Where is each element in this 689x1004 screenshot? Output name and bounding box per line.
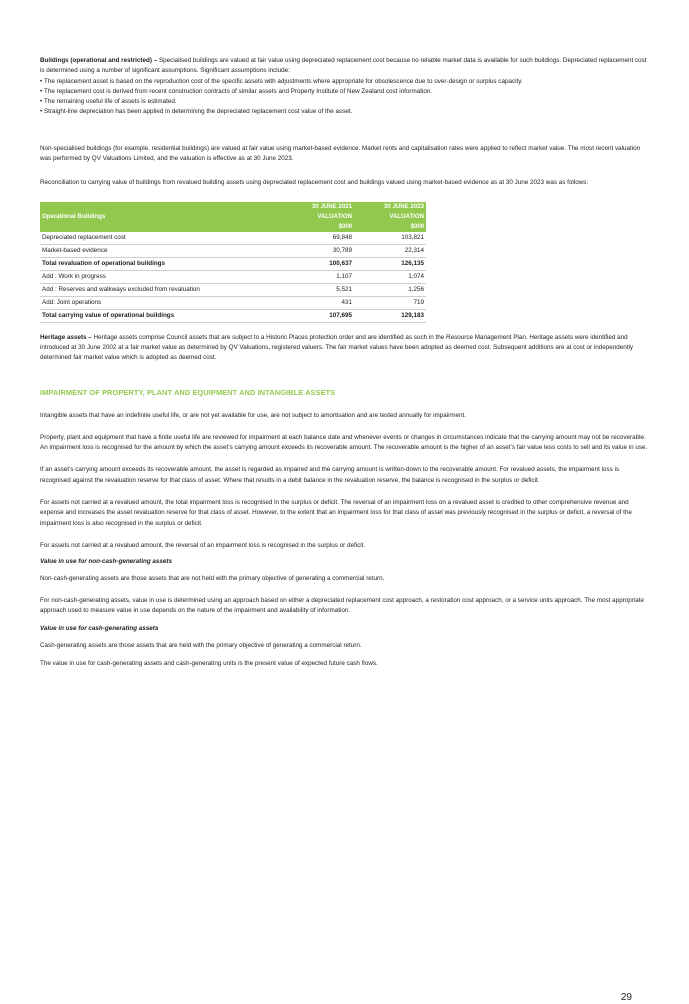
assumptions-list (40, 77, 648, 118)
impairment-paragraph: For assets not carried at a revalued amount, the total impairment loss is recognised in the surplus or deficit. The reversal of an impairment loss on a revalued asset is credited to other comprehensive revenue and expense and increases the asset revaluation reserve for that class of asset. However, to the extent that an impairment loss for that class of asset was previously recognised in the surplus or deficit, a reversal of the impairment loss is also recognised in the surplus or deficit. (40, 499, 632, 527)
row-value-2021: 107,695 (282, 309, 354, 322)
row-label: Add: Joint operations (40, 296, 282, 309)
column-header-line: 30 JUNE 2021 (312, 202, 352, 210)
impairment-paragraph: If an asset’s carrying amount exceeds its recoverable amount, the asset is regarded as impaired and the carrying amount is written-down to the recoverable amount. For revalued assets, the impairment loss is recognised against the revaluation reserve for that class of asset. Where that results in a debit balance in the revaluation reserve, the balance is recognised in the surplus or deficit. (40, 466, 620, 484)
table-row-total (40, 309, 426, 322)
row-value-2021: 431 (282, 296, 354, 309)
non-specialised-paragraph: Non-specialised buildings (for example, residential buildings) are valued at fair value using market-based evidence. Market rents and capitalisation rates were applied to reflect market value. The most recent valuation was performed by QV Valuations Limited, and the valuation is effective as at 30 June 2023. (40, 144, 641, 163)
section-heading: IMPAIRMENT OF PROPERTY, PLANT AND EQUIPMENT AND INTANGIBLE ASSETS (40, 387, 336, 397)
operational-buildings-table (40, 202, 426, 323)
row-value-2023: 1,256 (354, 283, 426, 296)
table-row (40, 270, 426, 283)
document-page (40, 56, 648, 669)
row-label: Depreciated replacement cost (40, 232, 282, 245)
row-label: Total carrying value of operational buildings (40, 309, 282, 322)
heritage-lead: Heritage assets – (40, 333, 92, 341)
buildings-paragraph (40, 56, 648, 77)
column-header-2021 (282, 202, 354, 232)
list-item: • The remaining useful life of assets is estimated. (40, 97, 648, 107)
table-row-total (40, 257, 426, 270)
column-header-line: VALUATION (317, 212, 352, 220)
table-header-label: Operational Buildings (40, 202, 282, 232)
column-header-line: 30 JUNE 2023 (384, 202, 424, 210)
table-row (40, 232, 426, 245)
subheading: Value in use for non-cash-generating assets (40, 558, 173, 566)
row-value-2023: 22,314 (354, 244, 426, 257)
row-value-2021: 69,848 (282, 232, 354, 245)
impairment-paragraph: Non-cash-generating assets are those assets that are not held with the primary objective of generating a commercial return. (40, 574, 385, 582)
table-header-row (40, 202, 426, 232)
row-label: Market-based evidence (40, 244, 282, 257)
row-value-2023: 129,183 (354, 309, 426, 322)
impairment-paragraph: For assets not carried at a revalued amount, the reversal of an impairment loss is recognised in the surplus or deficit. (40, 541, 366, 549)
row-value-2021: 30,789 (282, 244, 354, 257)
list-item: • Straight-line depreciation has been applied in determining the depreciated replacement cost value of the asset. (40, 107, 648, 117)
impairment-paragraph: Cash-generating assets are those assets that are held with the primary objective of generating a commercial return. (40, 641, 362, 649)
row-value-2023: 103,821 (354, 232, 426, 245)
column-header-line: $000 (338, 222, 352, 230)
table-row (40, 244, 426, 257)
impairment-paragraph: Intangible assets that have an indefinite useful life, or are not yet available for use, are not subject to amortisation and are tested annually for impairment. (40, 411, 466, 419)
row-label: Add : Work in progress (40, 270, 282, 283)
row-value-2023: 1,074 (354, 270, 426, 283)
row-value-2021: 100,637 (282, 257, 354, 270)
buildings-text: Specialised buildings are valued at fair value using depreciated replacement cost because no reliable market data is available for such buildings. Depreciated replacement cost is determined using a number of significant assumptions. Significant assumptions include: (40, 57, 647, 75)
column-header-2023 (354, 202, 426, 232)
row-value-2021: 5,521 (282, 283, 354, 296)
row-label: Total revaluation of operational buildings (40, 257, 282, 270)
subheading: Value in use for cash-generating assets (40, 625, 159, 633)
buildings-lead: Buildings (operational and restricted) – (40, 57, 158, 64)
row-value-2021: 1,107 (282, 270, 354, 283)
column-header-line: $000 (410, 222, 424, 230)
impairment-paragraph: Property, plant and equipment that have a finite useful life are reviewed for impairment at each balance date and whenever events or changes in circumstances indicate that the carrying amount may not be recoverable. An impairment loss is recognised for the amount by which the asset’s carrying amount exceeds its recoverable amount. The recoverable amount is the higher of an asset’s fair value less costs to sell and its value in use. (40, 433, 648, 452)
column-header-line: VALUATION (389, 212, 424, 220)
reconciliation-intro: Reconciliation to carrying value of buildings from revalued building assets using depreciated replacement cost and buildings valued using market-based evidence as at 30 June 2023 was as follows: (40, 179, 589, 187)
impairment-paragraph: The value in use for cash-generating assets and cash-generating units is the present value of expected future cash flows. (40, 660, 378, 668)
heritage-paragraph (40, 333, 648, 364)
page-number: 29 (620, 992, 632, 1003)
row-label: Add : Reserves and walkways excluded from revaluation (40, 283, 282, 296)
list-item: • The replacement asset is based on the reproduction cost of the specific assets with adjustments where appropriate for obsolescence due to over-design or surplus capacity. (40, 77, 648, 87)
heritage-text: Heritage assets comprise Council assets that are subject to a Historic Places protection order and are identified as such in the Resource Management Plan. Heritage assets were identified and introduced at 30 June 2002 at a fair market value as determined by QV Valuations, registered valuers. The fair market values have been adopted as deemed cost. Subsequent additions are at cost or independently determined fair market value which is adopted as deemed cost. (40, 333, 634, 362)
impairment-paragraph: For non-cash-generating assets, value in use is determined using an approach based on either a depreciated replacement cost approach, a restoration cost approach, or a service units approach. The most appropriate approach used to measure value in use depends on the nature of the impairment and availability of information. (40, 596, 645, 615)
row-value-2023: 719 (354, 296, 426, 309)
row-value-2023: 126,135 (354, 257, 426, 270)
table-row (40, 283, 426, 296)
table-row (40, 296, 426, 309)
list-item: • The replacement cost is derived from recent construction contracts of similar assets and Property Institute of New Zealand cost information. (40, 87, 648, 97)
